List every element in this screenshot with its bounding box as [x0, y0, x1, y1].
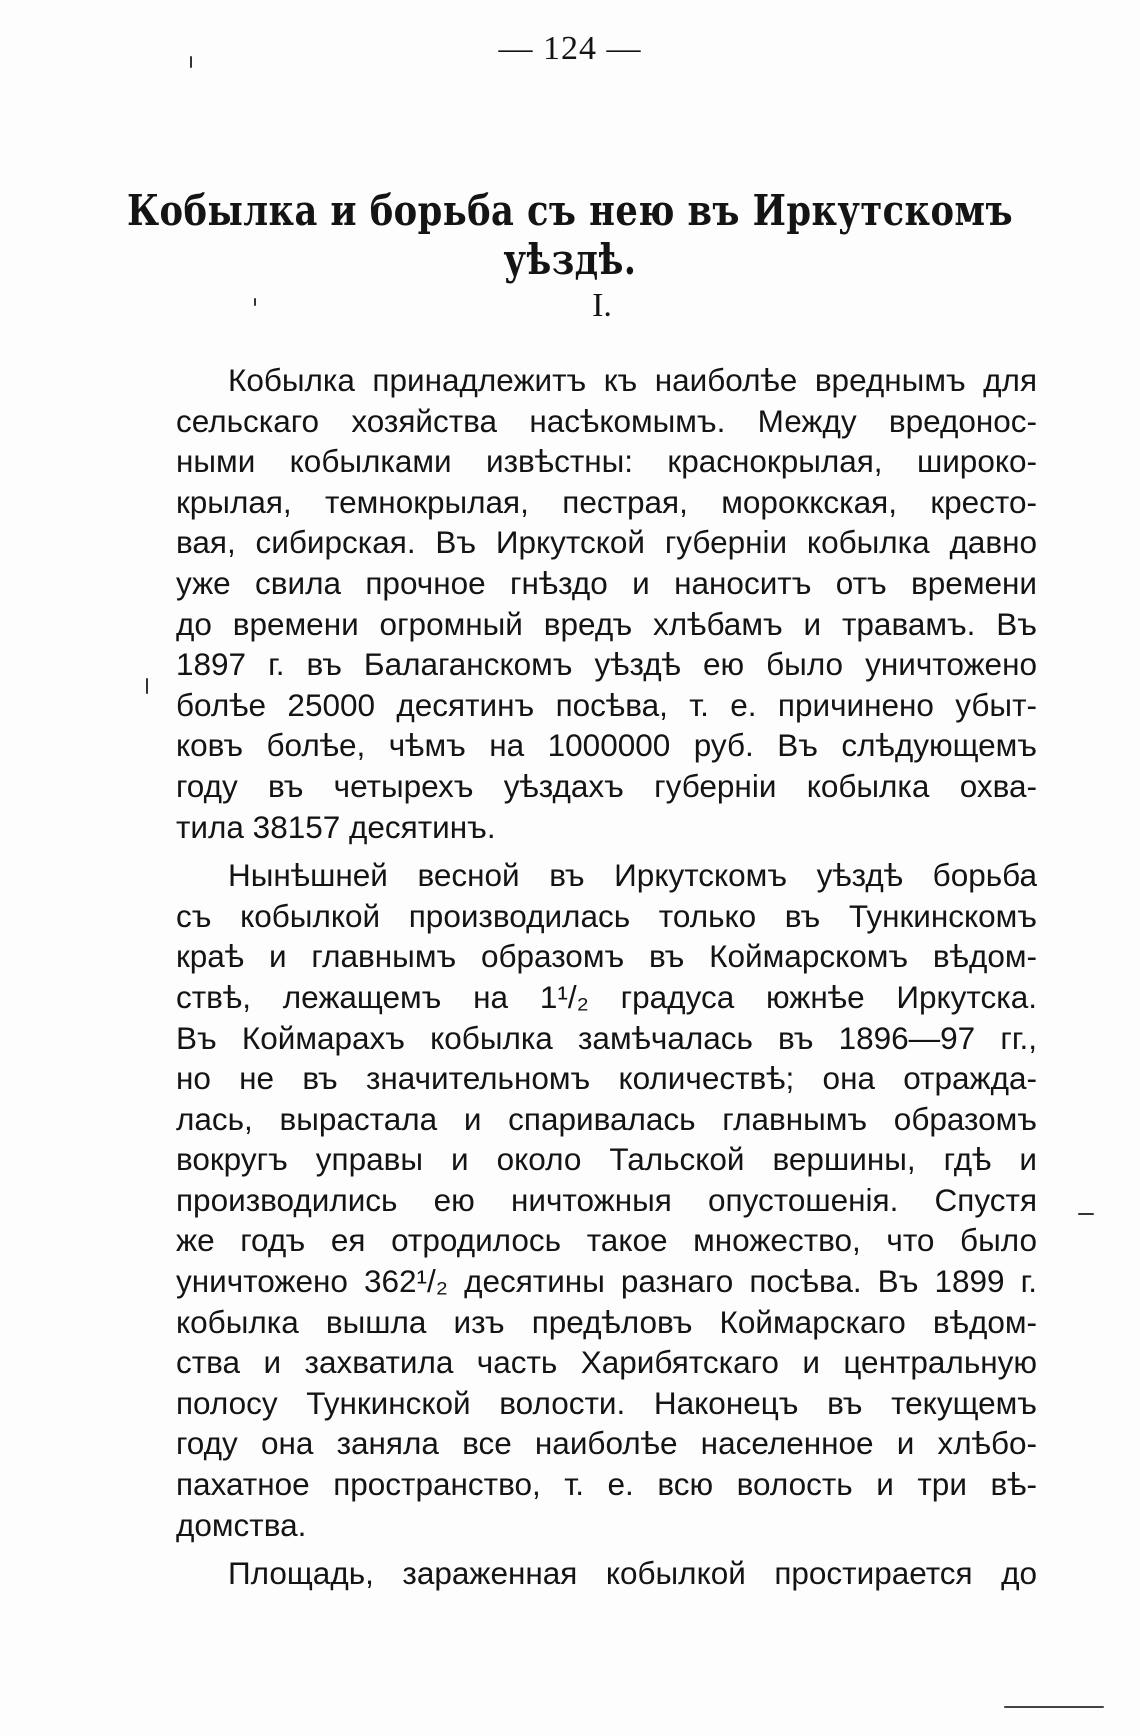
text-line: болѣе 25000 десятинъ посѣва, т. е. причинено убыт-: [176, 686, 1037, 723]
text-line: крылая, темнокрылая, пестрая, мороккская, кресто-: [176, 483, 1037, 520]
paragraph-2: [176, 855, 1037, 1545]
text-line: Площадь, зараженная кобылкой простирается до: [228, 1555, 1037, 1592]
text-line: Нынѣшней весной въ Иркутскомъ уѣздѣ борьба: [228, 857, 1037, 894]
text-line: до времени огромный вредъ хлѣбамъ и травамъ. Въ: [176, 605, 1037, 642]
page-number: — 124 —: [498, 30, 642, 67]
text-line: домства.: [176, 1506, 307, 1543]
text-line: уже свила прочное гнѣздо и наноситъ отъ времени: [176, 564, 1037, 601]
scan-speck: [1004, 1706, 1104, 1708]
text-line: сельскаго хозяйства насѣкомымъ. Между вредонос-: [176, 402, 1037, 439]
paragraph-3: [176, 1553, 1037, 1594]
text-line: ными кобылками извѣстны: краснокрылая, широко-: [176, 443, 1037, 480]
text-line: ствѣ, лежащемъ на 1¹/₂ градуса южнѣе Иркутска.: [176, 978, 1037, 1015]
text-line: но не въ значительномъ количествѣ; она отражда-: [176, 1060, 1037, 1097]
text-line: пахатное пространство, т. е. всю волость и три вѣ-: [176, 1466, 1037, 1503]
section-number: I.: [592, 287, 612, 324]
text-line: году въ четырехъ уѣздахъ губерніи кобылка охва-: [176, 767, 1037, 804]
text-line: краѣ и главнымъ образомъ въ Коймарскомъ вѣдом-: [176, 938, 1037, 975]
text-line: уничтожено 362¹/₂ десятины разнаго посѣва. Въ 1899 г.: [176, 1263, 1037, 1300]
text-line: полосу Тункинской волости. Наконецъ въ текущемъ: [176, 1384, 1037, 1421]
text-line: производились ею ничтожныя опустошенія. Спустя: [176, 1181, 1037, 1218]
text-line: тила 38157 десятинъ.: [176, 808, 496, 845]
text-line: кобылка вышла изъ предѣловъ Коймарскаго вѣдом-: [176, 1303, 1037, 1340]
text-line: лась, вырастала и спаривалась главнымъ образомъ: [176, 1100, 1037, 1137]
scan-speck: [254, 298, 256, 306]
text-line: Въ Коймарахъ кобылка замѣчалась въ 1896—97 гг.,: [176, 1019, 1037, 1056]
text-line: ковъ болѣе, чѣмъ на 1000000 руб. Въ слѣдующемъ: [176, 727, 1037, 764]
text-line: же годъ ея отродилось такое множество, что было: [176, 1222, 1037, 1259]
chapter-title: Кобылка и борьба съ нею въ Иркутскомъ уѣздѣ.: [127, 186, 1013, 284]
scan-speck: [146, 678, 148, 694]
body-text: [176, 360, 1037, 1594]
text-line: вая, сибирская. Въ Иркутской губерніи кобылка давно: [176, 524, 1037, 561]
text-line: году она заняла все наиболѣе населенное и хлѣбо-: [176, 1425, 1037, 1462]
paragraph-1: [176, 360, 1037, 847]
text-line: Кобылка принадлежитъ къ наиболѣе вреднымъ для: [228, 362, 1037, 398]
text-line: 1897 г. въ Балаганскомъ уѣздѣ ею было уничтожено: [176, 646, 1037, 683]
text-line: ства и захватила часть Харибятскаго и центральную: [176, 1344, 1037, 1381]
text-line: съ кобылкой производилась только въ Тункинскомъ: [176, 897, 1037, 934]
scan-speck: [190, 56, 192, 68]
scan-speck: [1078, 1213, 1094, 1215]
text-line: вокругъ управы и около Тальской вершины, гдѣ и: [176, 1141, 1037, 1178]
